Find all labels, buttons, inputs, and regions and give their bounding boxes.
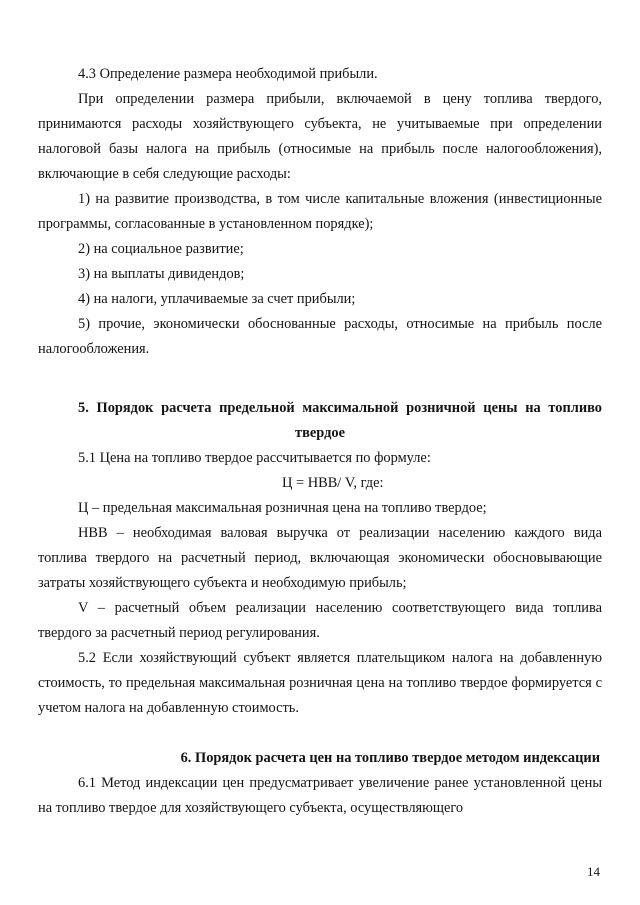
spacer xyxy=(38,362,602,396)
section-4-3-heading: 4.3 Определение размера необходимой прибыли. xyxy=(78,66,378,82)
section-4-3-intro: При определении размера прибыли, включаемой в цену топлива твердого, принимаются расходы хозяйствующего субъекта, не учитываемые при определении налоговой базы налога на прибыль (относимые на прибыль после налогообложения), включающие в себя следующие расходы: xyxy=(38,91,602,182)
section-5-title: 5. Порядок расчета предельной максимальной розничной цены на топливо твердое xyxy=(78,400,602,441)
price-formula: Ц = НВВ/ V, где: xyxy=(282,475,384,491)
paragraph-5-1: 5.1 Цена на топливо твердое рассчитывается по формуле: xyxy=(78,450,431,466)
list-item-1: 1) на развитие производства, в том числе капитальные вложения (инвестиционные программы, согласованные в установленном порядке); xyxy=(38,191,602,232)
page-number: 14 xyxy=(587,864,600,879)
list-item-4: 4) на налоги, уплачиваемые за счет прибыли; xyxy=(78,291,356,307)
list-item-3: 3) на выплаты дивидендов; xyxy=(78,266,245,282)
list-item-2: 2) на социальное развитие; xyxy=(78,241,244,257)
paragraph-6-1: 6.1 Метод индексации цен предусматривает увеличение ранее установленной цены на топливо твердое для хозяйствующего субъекта, осуществляющего xyxy=(38,775,602,816)
definition-price: Ц – предельная максимальная розничная цена на топливо твердое; xyxy=(78,500,487,516)
document-page xyxy=(38,62,602,821)
definition-nvv: НВВ – необходимая валовая выручка от реализации населению каждого вида топлива твердого на расчетный период, включающая экономически обосновывающие затраты хозяйствующего субъекта и необходимую прибыль; xyxy=(38,525,602,591)
list-item-5: 5) прочие, экономически обоснованные расходы, относимые на прибыль после налогообложения. xyxy=(38,316,602,357)
spacer xyxy=(38,721,602,746)
paragraph-5-2: 5.2 Если хозяйствующий субъект является плательщиком налога на добавленную стоимость, то предельная максимальная розничная цена на топливо твердое формируется с учетом налога на добавленную стоимость. xyxy=(38,650,602,716)
section-6-title: 6. Порядок расчета цен на топливо твердое методом индексации xyxy=(180,750,600,766)
definition-volume: V – расчетный объем реализации населению соответствующего вида топлива твердого за расчетный период регулирования. xyxy=(38,600,602,641)
